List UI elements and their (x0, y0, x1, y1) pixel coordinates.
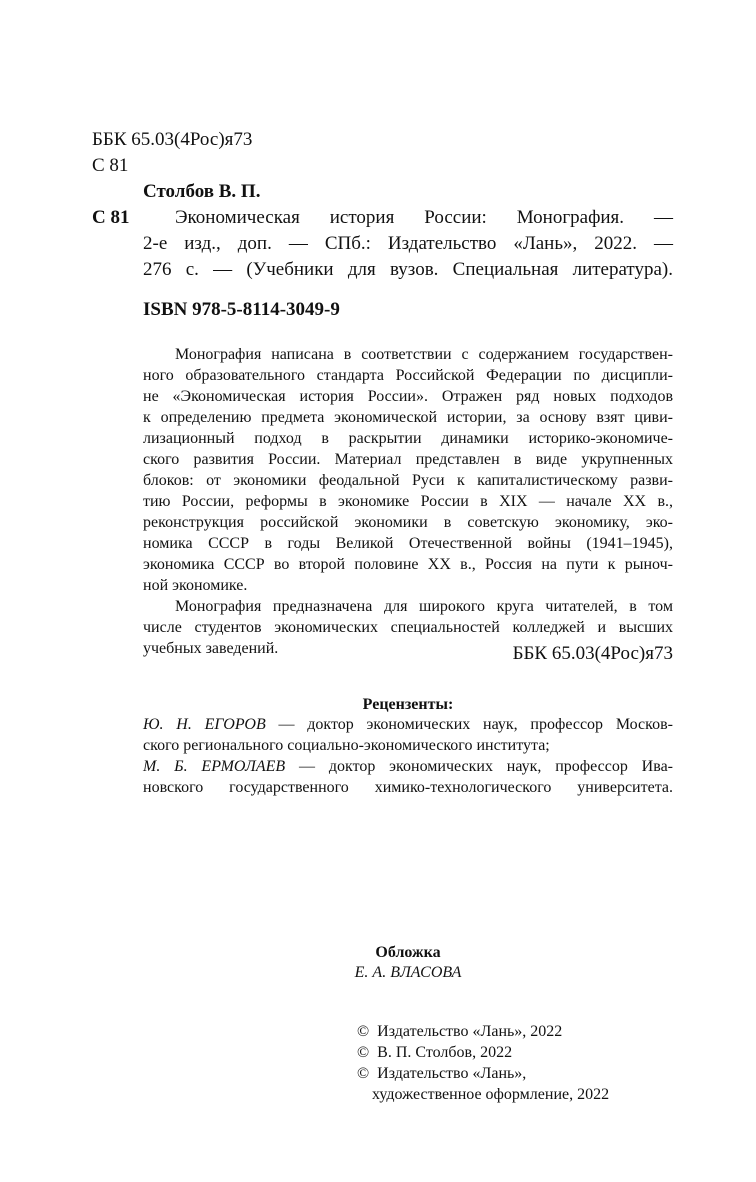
bib-line-3: 276 с. — (Учебники для вузов. Специальная литература). (143, 259, 673, 280)
bib-line-2: 2-е изд., доп. — СПб.: Издательство «Лань», 2022. — (143, 233, 673, 254)
bbk-code-bottom: ББК 65.03(4Рос)я73 (512, 643, 673, 664)
copyright-line-2: © В. П. Столбов, 2022 (357, 1044, 513, 1061)
copyright-line-1: © Издательство «Лань», 2022 (357, 1023, 563, 1040)
cover-designer: Е. А. ВЛАСОВА (354, 964, 462, 981)
author-name: Столбов В. П. (143, 181, 261, 202)
annotation (143, 344, 673, 659)
annotation-line: не «Экономическая история России». Отражен ряд новых подходов (143, 388, 673, 405)
annotation-line: ной экономике. (143, 577, 248, 594)
annotation-line: Монография предназначена для широкого круга читателей, в том (175, 598, 673, 615)
annotation-line: номика СССР в годы Великой Отечественной войны (1941–1945), (143, 535, 673, 552)
annotation-line: ного образовательного стандарта Российской Федерации по дисципли- (143, 367, 673, 384)
isbn: ISBN 978-5-8114-3049-9 (143, 299, 340, 320)
annotation-line: блоков: от экономики феодальной Руси к капиталистическому разви- (143, 472, 673, 489)
annotation-line: лизационный подход в раскрытии динамики историко-экономиче- (143, 430, 673, 447)
reviewer-1-line-1: Ю. Н. ЕГОРОВ — доктор экономических наук, профессор Москов- (143, 716, 673, 733)
annotation-line: к определению предмета экономической истории, за основу взят циви- (143, 409, 673, 426)
copyright-symbol: © (357, 1023, 370, 1040)
copyright-symbol: © (357, 1065, 370, 1082)
annotation-line: реконструкция российской экономики в советскую экономику, эко- (143, 514, 673, 531)
annotation-line: учебных заведений. (143, 640, 279, 657)
author-sign-top: С 81 (92, 155, 129, 176)
reviewer-2-line-2: новского государственного химико-технологического университета. (143, 779, 673, 796)
copyright-block (357, 1021, 677, 1105)
copyright-line-3: © Издательство «Лань», (357, 1065, 527, 1082)
annotation-line: экономика СССР во второй половине XX в., Россия на пути к рыноч- (143, 556, 673, 573)
annotation-line: ского развития России. Материал представлен в виде укрупненных (143, 451, 673, 468)
cover-heading: Обложка (375, 944, 441, 961)
bbk-code-top: ББК 65.03(4Рос)я73 (92, 129, 253, 150)
bib-line-1: Экономическая история России: Монография. — (175, 207, 673, 228)
card-sign: С 81 (92, 207, 130, 228)
reviewer-2-line-1: М. Б. ЕРМОЛАЕВ — доктор экономических наук, профессор Ива- (143, 758, 674, 775)
annotation-line: числе студентов экономических специальностей колледжей и высших (143, 619, 673, 636)
reviewers-block (143, 714, 673, 798)
annotation-line: Монография написана в соответствии с содержанием государствен- (175, 346, 673, 363)
reviewer-2-name: М. Б. ЕРМОЛАЕВ (143, 758, 286, 775)
reviewers-heading: Рецензенты: (362, 696, 454, 713)
reviewer-1-name: Ю. Н. ЕГОРОВ (143, 716, 266, 733)
annotation-line: тию России, реформы в экономике России в XIX — начале XX в., (143, 493, 673, 510)
copyright-line-4: художественное оформление, 2022 (372, 1086, 610, 1103)
reviewer-1-line-2: ского регионального социально-экономического института; (143, 737, 550, 754)
copyright-symbol: © (357, 1044, 370, 1061)
